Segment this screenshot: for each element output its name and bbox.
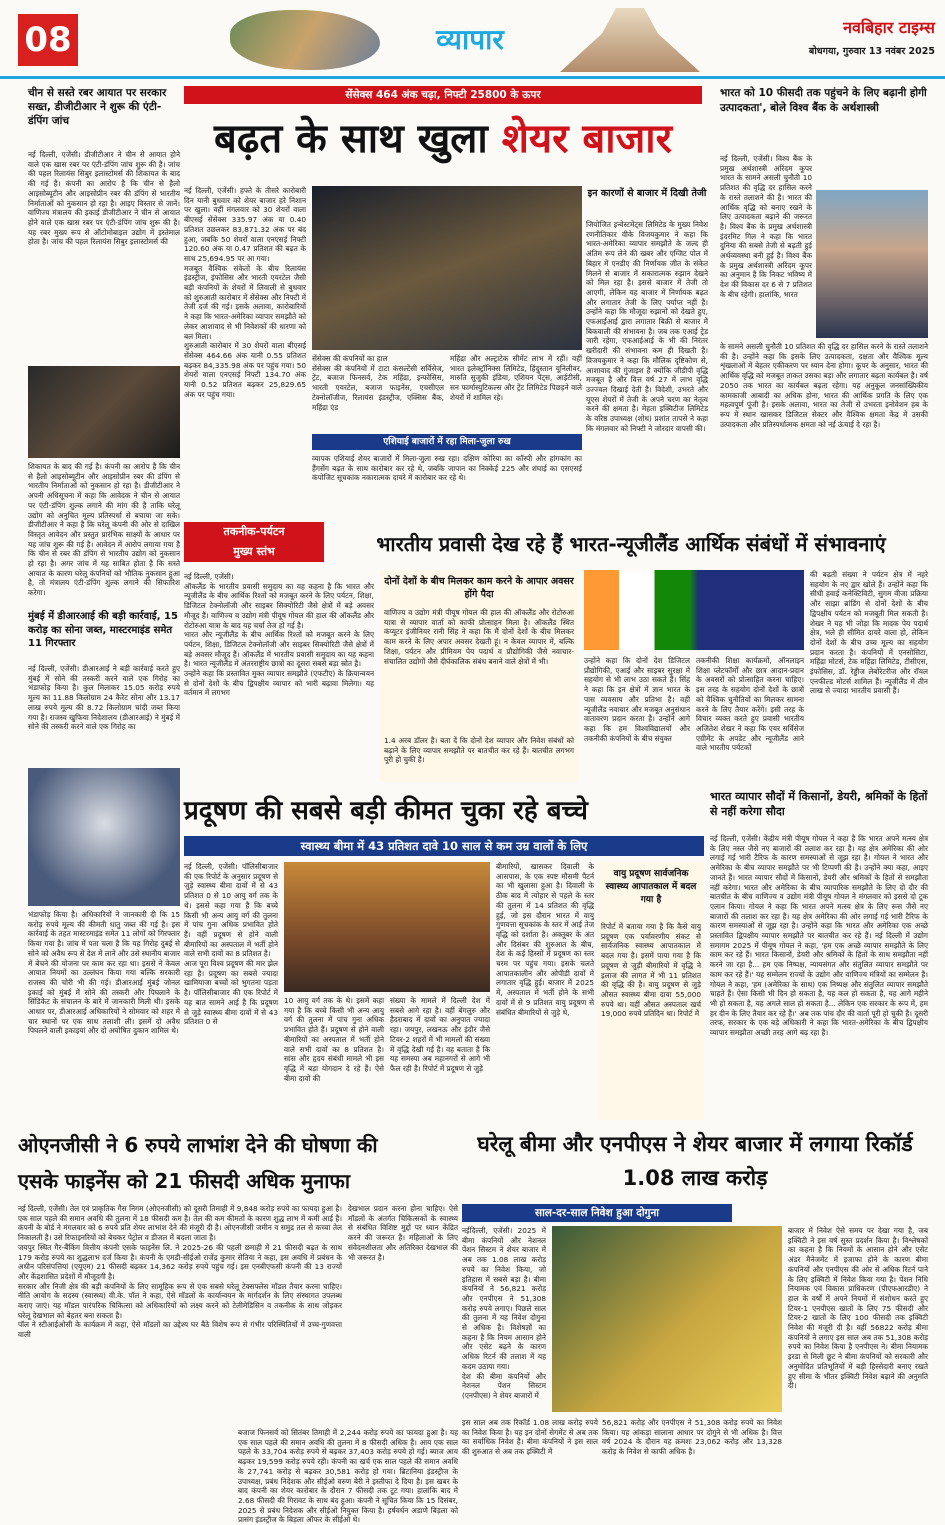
section-title: व्यापार (436, 23, 504, 56)
pollution-emergency-box (598, 862, 704, 1120)
market-reasons-box (586, 186, 708, 514)
asia-body: व्यापक एशियाई शेयर बाजारों में मिला-जुला रुख रहा। दक्षिण कोरिया का कॉस्पी और हांगकांग का हैंगसेंग बढ़त के साथ कारोबार कर रहे थे, जबकि जापान का निक्केई 225 और शंघाई का एसएसई कंपोजिट सूचकांक नकारात्मक दायरे में कारोबार कर रहे थे। (312, 454, 582, 483)
pollution-headline: प्रदूषण की सबसे बड़ी कीमत चुका रहे बच्चे (184, 796, 588, 826)
nz-box-body-2: 1.4 अरब डॉलर है। बता दें कि दोनों देश व्यापार और निवेश संबंधों को बढ़ाने के लिए व्यापार समझौते पर बातचीत कर रहे हैं। बातचीत लगभग पूरी हो चुकी है। (384, 736, 574, 765)
market-headline-red: शेयर बाजार (501, 116, 673, 162)
worldbank-story (720, 86, 928, 516)
nz-body-4: तकनीकी शिक्षा कार्यक्रमों, ऑनलाइन शिक्षा प्लेटफॉर्मों और छात्र आदान-प्रदान के अवसरों को प्रोत्साहित करना चाहिए। इस तरह के सहयोग दोनों देशों के छात्रों को वैश्विक चुनौतियों का मिलकर सामना करने के लिए तैयार करेंगे। इसी तरह के विचार व्यक्त करते हुए प्रवासी भारतीय अजितेश शेखर ने कहा कि एयर सर्विसेज एग्रीमेंट के अपडेट और न्यूजीलैंड आने वाले भारतीय पर्यटकों (696, 656, 804, 753)
insurance-body-3: 56,821 करोड़ और एनपीएस ने 51,308 करोड़ रुपये का निवेश किया। यह आंकड़ा सालाना आधार पर दोगुने से भी अधिक है। वित्त वर्ष 2024 के दौरान यह क्रमशः 23,062 करोड़ और 13,328 करोड़ के निवेश से काफी अधिक है। (602, 1418, 782, 1457)
pollution-body-3: संख्या के मामले में दिल्ली देश में सबसे आगे रहा है। वहीं बेंगलुरु और हैदराबाद में दावों का अनुपात ज्यादा रहा। जयपुर, लखनऊ और इंदौर जैसे टियर-2 शहरों में भी मामलों की संख्या में वृद्धि देखी गई है। वह बताता है कि यह समस्या अब महानगरों से आगे भी फैल रही है। रिपोर्ट में प्रदूषण से जुड़े (390, 996, 490, 1073)
dri-emblem-photo (28, 768, 180, 906)
insurance-story (462, 1128, 928, 1508)
nz-body-3: उन्होंने कहा कि दोनों देश डिजिटल प्रौद्योगिकी, एआई और साइबर सुरक्षा में सहयोग से भी लाभ उठा सकते हैं। सिंह ने कहा कि इन क्षेत्रों में ज्ञान भारत के पास व्यवसाय और प्रतिभा है। वहीं न्यूजीलैंड नवाचार और मजबूत अनुसंधान वातावरण प्रदान करता है। उन्होंने आगे कहा कि हम विश्वविद्यालयों और तकनीकी कंपनियों के बीच संयुक्त (584, 656, 690, 743)
ongc-headline-2: एसके फाइनेंस को 21 फीसदी अधिक मुनाफा (18, 1169, 351, 1193)
market-headline-black: बढ़त के साथ खुला (213, 116, 488, 162)
bse-bull-photo (312, 186, 582, 350)
insurance-headline: घरेलू बीमा और एनपीएस ने शेयर बाजार में लगाया रिकॉर्ड 1.08 लाख करोड़ (477, 1132, 913, 1190)
insurance-body-4: बाजार में निवेश ऐसे समय पर देखा गया है, जब इक्विटी ने इस वर्ष सुस्त प्रदर्शन किया है। विश्लेषकों का कहना है कि नियमों के आसान होने और एसेट अंडर मैनेजमेंट में इजाफा होने के कारण बीमा कंपनियों और एनपीएस की ओर से अधिक रिटर्न पाने के लिए इक्विटी में निवेश किया गया है। पेंशन निधि नियामक एवं विकास प्राधिकरण (पीएफआरडीए) ने हाल के वर्षों में अपने नियमों में संशोधन करते हुए टियर-1 एनपीएस खातों के लिए 75 फीसदी और टियर-2 खातों के लिए 100 फीसदी तक इक्विटी निवेश की मंजूरी दी है। वहीं 56822 करोड़ बीमा कंपनियों ने लगाए इस साल अब तक 51,308 करोड़ रुपये का निवेश किया है एनपीएस ने। बीमा नियामक इरडा से मिली छूट ने बीमा कंपनियों को सरकारी और अनुमोदित प्रतिभूतियों में बड़ी हिस्सेदारी बनाए रखते हुए सीमा के भीतर इक्विटी निवेश बढ़ाने की अनुमति दी। (788, 1226, 928, 1391)
market-body-2: सेंसेक्स की कंपनियों का हाल सेंसेक्स की कंपनियों में टाटा कंसल्टेंसी सर्विसेज, ट्रेंट, बजाज फिनसर्व, टेक महिंद्रा, इन्फोसिस, भारती एयरटेल, बजाज फाइनेंस, एचसीएल टेक्नोलॉजीज, रिलायंस इंडस्ट्रीज, एक्सिस बैंक, महिंद्रा एंड (312, 354, 444, 412)
pollution-body-4: बीमारियों, खासकर दिवाली के आसपास, के एक स्पष्ट मौसमी पैटर्न का भी खुलासा हुआ है। दिवाली के ठीक बाद में त्योहार से पहले के स्तर की तुलना में 14 प्रतिशत की वृद्धि हुई, जो इस दौरान भारत में वायु गुणवत्ता सूचकांक के स्तर में आई तेज वृद्धि को दर्शाता है। अक्तूबर के अंत और दिसंबर की शुरुआत के बीच, देश के कई हिस्सों में प्रदूषण का स्तर चरम पर पहुंच गया। इसके चलते आपातकालीन और ओपीडी दावों में लगातार वृद्धि हुई। बाजार में 2025 में, अस्पताल में भर्ती होने के सभी दावों में से 9 प्रतिशत वायु प्रदूषण से संबंधित बीमारियों से जुड़े थे, (496, 862, 594, 1017)
worldbank-body-1: नई दिल्ली, एजेंसी। विश्व बैंक के प्रमुख अर्थशास्त्री अरिंदम कूपर भारत के सामने असली चुनौती 10 प्रतिशत की वृद्धि दर हासिल करने के रास्ते तलाशने की है। भारत की आर्थिक वृद्धि को बनाए रखने के लिए उत्पादकता बढ़ाने की जरूरत है। विश्व बैंक के प्रमुख अर्थशास्त्री इंदरमिट गिल ने कहा कि भारत दुनिया की सबसे तेजी से बढ़ती हुई अर्थव्यवस्था बनी हुई है। विश्व बैंक के प्रमुख अर्थशास्त्री अरिंदम कूपर का अनुमान है कि निकट भविष्य में देश की विकास दर 6 से 7 प्रतिशत के बीच रहेगी। हालांकि, भारत (720, 154, 812, 299)
rubber-headline: चीन से सस्ते रबर आयात पर सरकार सख्त, डीजीटीआर ने शुरू की एंटी-डंपिंग जांच (28, 87, 167, 128)
nz-body-5: की बढ़ती संख्या ने पर्यटन क्षेत्र में नहरे सहयोग के नए द्वार खोले हैं। उन्होंने कहा कि सीधी हवाई कनेक्टिविटी, सुगम वीजा प्रक्रिया और साझा ब्रांडिंग से दोनों देशों के बीच द्विपक्षीय पर्यटन को मजबूती मिल सकती है। शेखर ने यह भी जोड़ा कि मादक पेय पदार्थ क्षेत्र, भले ही सीमित दायरे वाला हो, लेकिन दोनों देशों के बीच उच्च मूल्य का सहयोग प्रदान करता है। कंपनियों में एनसोसिटा, महिंद्रा मोटर्स, टेक महिंद्रा लिमिटेड, टीसीएस, इंफोसिस, डॉ. रेड्डीज लेबोरेटरीज और रॉयल एनफील्ड मोटर्स शामिल हैं। न्यूजीलैंड में तीन लाख से ज्यादा भारतीय प्रवासी हैं। (810, 570, 928, 696)
rubber-story (28, 86, 180, 598)
ongc-body-1: नई दिल्ली, एजेंसी। तेल एवं प्राकृतिक गैस निगम (ओएनजीसी) को दूसरी तिमाही में 9,848 करोड़ रुपये का फायदा हुआ है। एक साल पहले की समान अवधि की तुलना में 18 फीसदी कम है। तेल की कम कीमतों के कारण शुद्ध लाभ में कमी आई है। कंपनी के बोर्ड ने मंगलवार को 6 रुपये प्रति शेयर लाभांश देने की मंजूरी दी है। ओएनजीसी जमीन व समुद्र तल से कच्चा तेल निकालती है। उसे रिफाइनरियों को बेचकर पेट्रोल व डीजल में बदला जाता है। जयपुर स्थित गैर-बैंकिंग वित्तीय कंपनी एसके फाइनेंस लि. ने 2025-26 की पहली छमाही में 21 फीसदी बढ़त के साथ 179 करोड़ रुपये का शुद्धलाभ दर्ज किया है। कंपनी के एमडी-सीईओ राजेंद्र कुमार सेतिया ने कहा, इस अवधि में प्रबंधन के अधीन परिसंपत्तियां (एयूएम) 21 फीसदी बढ़कर 14,362 करोड़ रुपये पहुंच गई। इस एनबीएफसी कंपनी की 13 राज्यों और केंद्रशासित प्रदेशों में मौजूदगी है। सरकार और निजी क्षेत्र की बड़ी कंपनियों के लिए सामूहिक रूप से एक सबसे घरेलू टेक्सफ्लेस मॉडल तैयार करना चाहिए। नीति आयोग के सदस्य (स्वास्थ्य) वी.के. पॉल ने कहा, ऐसे मॉडलों के कार्यान्वयन के मार्गदर्शन के लिए संस्थागत उपलब्ध कराए जाएं। यह मॉडल पारंपरिक चिकित्सा को अधिकारियों को लक्ष्य करने को टेलीमेडिसिन व तकनीक के साथ जोड़कर घरेलू देखभाल को बेहतर बना सकता है। पॉल ने स्टीआईओसी के कार्यक्रम में कहा, ऐसे मॉडलों का उद्देश्य घर बैठे विशेष रूप से गंभीर परिस्थितियों में उच्च-गुणवत्ता वाली (18, 1204, 342, 1340)
market-body-1: नई दिल्ली, एजेंसी। हफ्ते के तीसरे कारोबारी दिन यानी बुधवार को शेयर बाजार हरे निशान पर खुला। वहीं मंगलवार को 30 शेयरों वाला बीएसई सेंसेक्स 335.97 अंक या 0.40 प्रतिशत उछलकर 83,871.32 अंक पर बंद हुआ, जबकि 50 शेयरों वाला एनएसई निफ्टी 120.60 अंक या 0.47 प्रतिशत की बढ़त के साथ 25,694.95 पर आ गया। मजबूत वैश्विक संकेतों के बीच रिलायंस इंडस्ट्रीज, इंफोसिस और भारती एयरटेल जैसी बड़ी कंपनियों के शेयरों में लिवाली से बुधवार को शुरुआती कारोबार में सेंसेक्स और निफ्टी में तेजी दर्ज की गई। इसके अलावा, कारोबारियों ने कहा कि भारत-अमेरिका व्यापार समझौते को लेकर आशावाद से भी निवेशकों की धारणा को बल मिला। शुरुआती कारोबार में 30 शेयरों वाला बीएसई सेंसेक्स 464.66 अंक यानी 0.55 प्रतिशत बढ़कर 84,335.98 अंक पर पहुंच गया। 50 शेयरों वाला एनएसई निफ्टी 134.70 अंक यानी 0.52 प्रतिशत बढ़कर 25,829.65 अंक पर पहुंच गया। (184, 186, 306, 399)
statue-graphic (560, 8, 700, 72)
worldbank-headline: भारत को 10 फीसदी तक पहुंचने के लिए बढ़ानी होगी उत्पादकता', बोले विश्व बैंक के अर्थशास्त्री (720, 87, 927, 114)
nz-story (184, 522, 928, 784)
nz-body-1: नई दिल्ली, एजेंसी। ऑकलैंड के भारतीय प्रवासी समुदाय का यह कहना है कि भारत और न्यूजीलैंड के बीच आर्थिक रिश्तों को मजबूत करने के लिए पर्यटन, शिक्षा, डिजिटल टेक्नोलॉजी और साइबर सिक्योरिटी जैसे क्षेत्रों में बड़े अवसर मौजूद हैं। वाणिज्य व उद्योग मंत्री पीयूष गोयल की हाल की ऑकलैंड और रोटोरुआ यात्रा के बाद यह चर्चा तेज हो गई है। भारत और न्यूजीलैंड के बीच आर्थिक रिश्तों को मजबूत करने के लिए पर्यटन, शिक्षा, डिजिटल टेक्नोलॉजी और साइबर सिक्योरिटी जैसे क्षेत्रों में बड़े अवसर मौजूद हैं। ऑकलैंड में भारतीय प्रवासी समुदाय का यह कहना है। भारत न्यूजीलैंड में अंतरराष्ट्रीय छात्रों का दूसरा सबसे बड़ा स्रोत है। उन्होंने कहा कि प्रस्तावित मुक्त व्यापार समझौते (एफटीए) के क्रियान्वयन से दोनों देशों के बीच द्विपक्षीय व्यापार को भारी बढ़ावा मिलेगा। यह वर्तमान में लगभग (184, 572, 374, 698)
asia-box (312, 434, 582, 514)
reasons-body: जियोजित इन्वेस्टमेंट्स लिमिटेड के मुख्य निवेश रणनीतिकार वीके विजयकुमार ने कहा कि भारत-अमेरिका व्यापार समझौते के जल्द ही अंतिम रूप लेने की खबर और एग्जिट पोल में बिहार में एनडीए की निर्णायक जीत के संकेत मिलने से बाजार में सकारात्मक रुझान देखने को मिल रहा है। इससे बाजार में तेजी तो आएगी, लेकिन यह बाजार में निर्णायक बढ़त और लगातार तेजी के लिए पर्याप्त नहीं है। उन्होंने कहा कि मौजूदा रुझानों को देखते हुए, एफआईआई द्वारा लगातार बिक्री से बाजार में बिकवाली की संभावना है। जब तक एआई ट्रेड जारी रहेगा, एफआईआई के भी की निरंतर खरीदारी की संभावना कम ही दिखती है। विजयकुमार ने कहा कि मौलिक दृष्टिकोण से, आशावाद की गुंजाइश है क्योंकि जीडीपी वृद्धि मजबूत है और वित्त वर्ष 27 में लाभ वृद्धि उज्ज्वल दिखाई देती है। विदेशी, उभरते और यूएस शेयरों में तेजी के अपने चरण का नेतृत्व करने की क्षमता है। मेहता इक्विटीज लिमिटेड के वरिष्ठ उपाध्यक्ष (शोध) प्रशांत तापसे ने कहा कि मंगलवार को निफ्टी ने जोरदार वापसी की। (586, 220, 708, 433)
insurance-body-2: इस साल अब तक रिकॉर्ड 1.08 लाख करोड़ रुपये का निवेश किया है। यह इन दोनों सेगमेंट से अब तक का सर्वाधिक निवेश है। बीमा कंपनियों ने इस साल की शुरुआत से अब तक इक्विटी में (462, 1418, 598, 1457)
dri-body-2: भंडाफोड़ किया है। अधिकारियों ने जानकारी दी कि 15 करोड़ रुपये मूल्य की कीमती धातु जब्त की गई है। इस कार्रवाई के तहत मास्टरमाइंड समेत 11 लोगों को गिरफ्तार किया गया है। जांच में पता चला है कि यह गिरोह दुबई से सोने को अवैध रूप से देश में लाने और उसे स्थानीय बाजार में बेचने की योजना पर काम कर रहा था। इससे ने केवल आयात नियमों का उल्लंघन किया गया बल्कि सरकारी राजस्व की चोरी भी की गई। डीआरआई मुंबई जोनल इकाई को मुंबई में सोने की तस्करी और पिघलाने के सिंडिकेट के संचालन के बारे में जानकारी मिली थी। इसके आधार पर, डीआरआई अधिकारियों ने सोमवार को शहर में चार स्थानों पर एक साथ तलाशी ली। इसमें दो अवैध पिघलने वाली इकाइयां और दो अघोषित दुकान शामिल थे। (28, 910, 180, 1036)
emergency-body: रिपोर्ट में बताया गया है कि कैसे वायु प्रदूषण एक पर्यावरणीय संकट से सार्वजनिक स्वास्थ्य आपातकाल में बदल गया है। इसमें पाया गया है कि प्रदूषण से जुड़ी बीमारियों में वृद्धि ने इलाज की लागत में भी 11 प्रतिशत की वृद्धि की है। वायु प्रदूषण से जुड़े औसत स्वास्थ्य बीमा दावा 55,000 रुपये था। वहीं औसत अस्पताल खर्च 19,000 रुपये प्रतिदिन था। रिपोर्ट में (601, 922, 701, 1019)
ongc-headline-1: ओएनजीसी ने 6 रुपये लाभांश देने की घोषणा की (18, 1133, 378, 1157)
market-kicker: सेंसेक्स 464 अंक चढ़ा, निफ्टी 25800 के ऊपर (184, 86, 702, 104)
dri-body-1: नई दिल्ली, एजेंसी। डीआरआई ने बड़ी कार्रवाई करते हुए मुंबई में सोने की तस्करी करने वाले एक गिरोह का भंडाफोड़ किया है। कुल मिलाकर 15.05 करोड़ रुपये मूल्य का 11.88 किलोग्राम 24 कैरेट सोना और 13.17 लाख रुपये मूल्य की 8.72 किलोग्राम चांदी जब्त किया गया है। राजस्व खुफिया निदेशालय (डीआरआई) ने मुंबई में सोने की तस्करी करने वाले एक गिरोह का (28, 664, 180, 732)
nz-box-body: वाणिज्य व उद्योग मंत्री पीयूष गोयल की हाल की ऑकलैंड और रोटोरुआ यात्रा से व्यापार वार्ता को काफी प्रोत्साहन मिला है। ऑकलैंड स्थित कंप्यूटर इंजीनियर रानी सिंह ने कहा कि मैं दोनों देशों के बीच मिलकर काम करने के लिए अपार अवसर देखती हूं। न केवल व्यापार में, बल्कि शिक्षा, पर्यटन और प्रीमियम पेय पदार्थ व प्रौद्योगिकी जैसे नवाचार-संचालित उद्योगों जैसे दीर्घकालिक संबंध बनाने वाले क्षेत्रों में भी। (384, 608, 574, 666)
coins-piggybank-photo (552, 1226, 782, 1412)
india-nz-flags-photo (584, 570, 804, 650)
insurance-subhead: साल-दर-साल निवेश हुआ दोगुना (462, 1204, 732, 1222)
insurance-body-1: नईदिल्ली, एजेंसी। 2025 में बीमा कंपनियों और नेशनल पेंशन सिस्टम ने शेयर बाजार में अब तक 1.08 लाख करोड़ रुपये का निवेश किया, जो इतिहास में सबसे बड़ा है। बीमा कंपनियों ने 56,821 करोड़ और एनपीएस ने 51,308 करोड़ रुपये लगाए। पिछले साल की तुलना में यह निवेश दोगुना से अधिक है। विशेषज्ञों का कहना है कि नियम आसान होने और एसेट बढ़ने के कारण अधिक रिटर्न की तलाश में यह कदम उठाया गया। देश की बीमा कंपनियों और नेशनल पेंशन सिस्टम (एनपीएस) ने शेयर बाजारों में (462, 1226, 546, 1400)
dri-headline: मुंबई में डीआरआई की बड़ी कार्रवाई, 15 करोड़ का सोना जब्त, मास्टरमाइंड समेत 11 गिरफ्तार (28, 611, 178, 649)
ongc-story (18, 1128, 458, 1525)
nz-box-title: दोनों देशों के बीच मिलकर काम करने के आपार अवसर होंगे पैदा (384, 576, 574, 600)
masthead (0, 0, 945, 80)
dri-story (28, 610, 180, 942)
pollution-body-1: नई दिल्ली, एजेंसी। पॉलिसीबाजार की एक रिपोर्ट के अनुसार प्रदूषण से जुड़े स्वास्थ्य बीमा दावों में से 43 प्रतिशत 0 से 10 आयु वर्ग तक के थे। इससे कहा गया है कि बच्चे किसी भी अन्य आयु वर्ग की तुलना में पांच गुना अधिक प्रभावित होते हैं। वहीं प्रदूषण से होने वाली बीमारियों का अस्पताल में भर्ती होने वाले सभी दावों का 8 प्रतिशत है। आज पूरा विश्व प्रदूषण की मार झेल रहा है। प्रदूषण का सबसे ज्यादा खामियाजा बच्चों को भुगतना पड़ता है। पॉलिसीबाजार की एक रिपोर्ट में यह बात सामने आई है कि प्रदूषण से जुड़े स्वास्थ्य बीमा दावों में से 43 प्रतिशत 0 से (184, 862, 278, 1027)
pollution-subhead: स्वास्थ्य बीमा में 43 प्रतिशत दावे 10 साल से कम उम्र वालों के लिए (184, 836, 704, 856)
nz-headline: भारतीय प्रवासी देख रहे हैं भारत-न्यूजीलैंड आर्थिक संबंधों में संभावनाएं (376, 532, 886, 556)
rubber-body-1: नई दिल्ली, एजेंसी। डीजीटीआर ने चीन से आयात होने वाले एक खास रबर पर एंटी-डंपिंग जांच शुरू की है। जांच की पहल रिलायंस सिबुर इलास्टोमर्स की शिकायत के बाद की गई है। कंपनी का आरोप है कि चीन से हैलो आइसोब्यूटीन और आइसोप्रीन रबर की डंपिंग से भारतीय निर्माताओं को नुकसान हो रहा है। आइए विस्तार से जानें। वाणिज्य मंत्रालय की इकाई डीजीटीआर ने चीन से आयात होने वाले एक खास रबर पर एंटी-डंपिंग जांच शुरू की है। यह रबर मुख्य रूप से ऑटोमोबाइल उद्योग में इस्तेमाल होता है। जांच की पहल रिलायंस सिबुर इलास्टोमर्स की (28, 150, 180, 247)
pollution-story (184, 790, 704, 1122)
masthead-rule (0, 76, 945, 79)
market-headline (184, 108, 702, 170)
pollution-body-2: 10 आयु वर्ग तक के थे। इसमें कहा गया है कि बच्चे किसी भी अन्य आयु वर्ग की तुलना में पांच गुना अधिक प्रभावित होते हैं। प्रदूषण से होने वाली बीमारियों का अस्पताल में भर्ती होने वाले सभी दावों का 8 प्रतिशत है। सांस और हृदय संबंधी मामले भी इस वृद्धि में बड़ा योगदान दे रहे हैं। ऐसे बीमा दावों की (284, 996, 384, 1083)
reasons-title: इन कारणों से बाजार में दिखी तेजी (587, 188, 707, 199)
nz-tag-line1: तकनीक-पर्यटन (223, 525, 285, 538)
trade-headline: भारत व्यापार सौदों में किसानों, डेयरी, श्रमिकों के हितों से नहीं करेगा सौदा (710, 790, 928, 818)
nz-tag-line2: मुख्य स्तंभ (233, 545, 275, 558)
rubber-body-2: शिकायत के बाद की गई है। कंपनी का आरोप है कि चीन से हैलो आइसोब्यूटीन और आइसोप्रीन रबर की डंपिंग से भारतीय निर्माताओं को नुकसान हो रहा है। डीजीटीआर ने अपनी अधिसूचना में कहा कि आवेदक ने चीन से आयात पर एंटी-डंपिंग शुल्क लगाने की मांग की है ताकि घरेलू उद्योग को अनुचित मूल्य प्रतिस्पर्धा से बचाया जा सके। डीजीटीआर ने कहा है कि घरेलू कंपनी की ओर से दाखिल विस्तृत आवेदन और प्रस्तुत प्रारंभिक साक्ष्यों के आधार पर यह जांच शुरू की गई है। आवेदन में आरोप लगाया गया है कि चीन से रबर की डंपिंग से भारतीय उद्योग को नुकसान हो रहा है। अगर जांच में यह साबित होता है कि सस्ते आयात के कारण घरेलू कंपनियों को भौतिक नुकसान हुआ है, तो मंत्रालय एंटी-डंपिंग शुल्क लगाने की सिफारिश करेगा। (28, 462, 180, 598)
ongc-body-2: देखभाल प्रदान करना होना चाहिए। ऐसे मॉडलों के अंतर्गत चिकित्सकों के स्वास्थ्य से संबंधित विशिष्ट मुद्दों पर ध्यान केंद्रित करने की जरूरत है। महिलाओं के लिए संवेदनशीलता और अतिरिक्त देखभाल की भी जरूरत है। (348, 1204, 458, 1262)
dateline: बोधगया, गुरुवार 13 नवंबर 2025 (808, 46, 935, 57)
asia-title: एशियाई बाजारों में रहा मिला-जुला रुख (312, 434, 582, 450)
worldbank-body-2: के सामने असली चुनौती 10 प्रतिशत की वृद्धि दर हासिल करने के रास्ते तलाशने की है। उन्होंने कहा कि इसके लिए उत्पादकता, दक्षता और वैश्विक मूल्य शृंखलाओं में बेहतर एकीकरण पर ध्यान देना होगा। कूपर के अनुसार, भारत की आर्थिक वृद्धि को मजबूत ताकत उसका बड़ा और लगातार बढ़ता कार्यबल है। वर्ष 2050 तक भारत का कार्यबल बढ़ता रहेगा। यह अनुकूल जनसांख्यिकीय कामकाजी आबादी का अधिक होना, भारत की आर्थिक प्रगति के लिए एक महत्वपूर्ण पूंजी है। इसके अलावा, भारत का तेजी से उभरता इनोवेशन हब के रूप में स्थान खासकर डिजिटल सेक्टर और वैश्विक क्षमता केंद्र में उसकी उत्पादकता और प्रतिस्पर्धात्मक क्षमता को नई ऊंचाई दे रहा है। (720, 342, 928, 429)
nz-opportunity-box (380, 570, 578, 782)
trade-story (710, 790, 928, 1122)
gavel-photo (28, 366, 180, 458)
market-body-3: महिंद्रा और अल्ट्राटेक सीमेंट लाभ में रहीं। वहीं भारत इलेक्ट्रॉनिक्स लिमिटेड, हिंदुस्तान यूनिलीवर, मारुति सुजुकी इंडिया, एशियन पेंट्स, आईटीसी, सन फार्मास्युटिकल्स और ट्रेंट लिमिटेड पिछड़ने वाले शेयरों में शामिल रहे। (450, 354, 582, 402)
paper-name: नवबिहार टाइम्स (843, 18, 935, 37)
emergency-title: वायु प्रदूषण सार्वजनिक स्वास्थ्य आपातकाल में बदल गया है (605, 869, 697, 905)
child-mask-photo (284, 862, 490, 992)
page-number: 08 (18, 14, 78, 66)
economist-photo (816, 190, 928, 338)
state-map-graphic (230, 10, 380, 70)
trade-body: नई दिल्ली, एजेंसी। केंद्रीय मंत्री पीयूष गोयल ने कहा है कि भारत अपने मत्स्य क्षेत्र के लिए नस्ल जैसे नए बाजारों की तलाश कर रहा है। यह क्षेत्र अमेरिका की ओर लगाई गई भारी टैरिफ के कारण समस्याओं से जूझ रहा है। गोयल ने भारत और अमेरिका के बीच व्यापार समझौते पर भी टिप्पणी की है। उन्होंने क्या कहा, आइए जानते हैं। भारत व्यापार सौदों में किसानों, डेयरी और श्रमिकों के हितों से समझौता नहीं करेगा। भारत और अमेरिका के बीच व्यापारिक समझौते के लिए दो दौर की बातचीत के बीच वाणिज्य व उद्योग मंत्री पीयूष गोयल ने मंगलवार को इससे दो टूक एलान किया। गोयल ने कहा कि भारत अपने मत्स्य क्षेत्र के लिए रूस जैसे नए बाजारों की तलाश कर रहा है। यह क्षेत्र अमेरिका की ओर लगाई गई भारी टैरिफ के कारण समस्याओं से जूझ रहा है। उन्होंने कहा कि भारत और अमेरिका एक अच्छे प्रस्तावित द्विपक्षीय व्यापार समझौते पर बातचीत कर रहे हैं। नई दिल्ली में उद्योग समागम 2025 में पीयूष गोयल ने कहा, 'हम एक अच्छे व्यापार समझौते के लिए काम कर रहे हैं। भारत किसानों, डेयरी और श्रमिकों के हितों के साथ समझौता नहीं करने जा रहा है... हम एक निष्पक्ष, न्यायसंगत और संतुलित व्यापार समझौते पर काम कर रहे हैं।' यह सम्मेलन राज्यों के उद्योग और वाणिज्य मंत्रियों का सम्मेलन है। गोयल ने कहा, 'हम (अमेरिका के साथ) एक निष्पक्ष और संतुलित व्यापार समझौते चाहते हैं। ऐसा किसी भी दिन हो सकता है, यह कल हो सकता है, यह आगे महीने भी हो सकता है, यह अगले साल हो सकता है... लेकिन एक सरकार के रूप में, हम हर दीन के लिए तैयार कर रहे हैं।' अब तक पांच दौर की वार्ता पूरी हो चुकी है। दूसरी तरफ, सरकार के एक बड़े अधिकारी ने कहा कि भारत-अमेरिका के बीच द्विपक्षीय व्यापार समझौता अच्छी तरह आगे बढ़ रहा है। (710, 834, 928, 1038)
ongc-body-3: बजाज फिनसर्व को सितंबर तिमाही में 2,244 करोड़ रुपये का फायदा हुआ है। यह एक साल पहले की समान अवधि की तुलना में 8 फीसदी अधिक है। आय एक साल पहले के 33,704 करोड़ रुपये से बढ़कर 37,403 करोड़ रुपये हो गई। ब्याज आय बढ़कर 19,599 करोड़ रुपये रही। कंपनी का खर्च एक साल पहले की समान अवधि के 27,741 करोड़ से बढ़कर 30,581 करोड़ हो गया। ब्रिटानिया इंडस्ट्रीज के उपाध्यक्ष, प्रबंध निदेशक और सीईओ वरुण बेरी ने इस्तीफा दे दिया है। इस खबर के बाद कंपनी का शेयर कारोबार के दौरान 7 फीसदी तक टूट गया। हालांकि बाद में 2.68 फीसदी की गिरावट के साथ बंद हुआ। कंपनी ने सूचित किया कि 15 दिसंबर, 2025 से प्रबंध निदेशक और सीईओ नियुक्त किया है। हर्षवर्धन अडाणे बिड़ला को प्रासंग इंडस्ट्रीज के बिड़ला ऑफर के सीईओ थे। (238, 1428, 458, 1525)
nz-tag (184, 522, 324, 562)
